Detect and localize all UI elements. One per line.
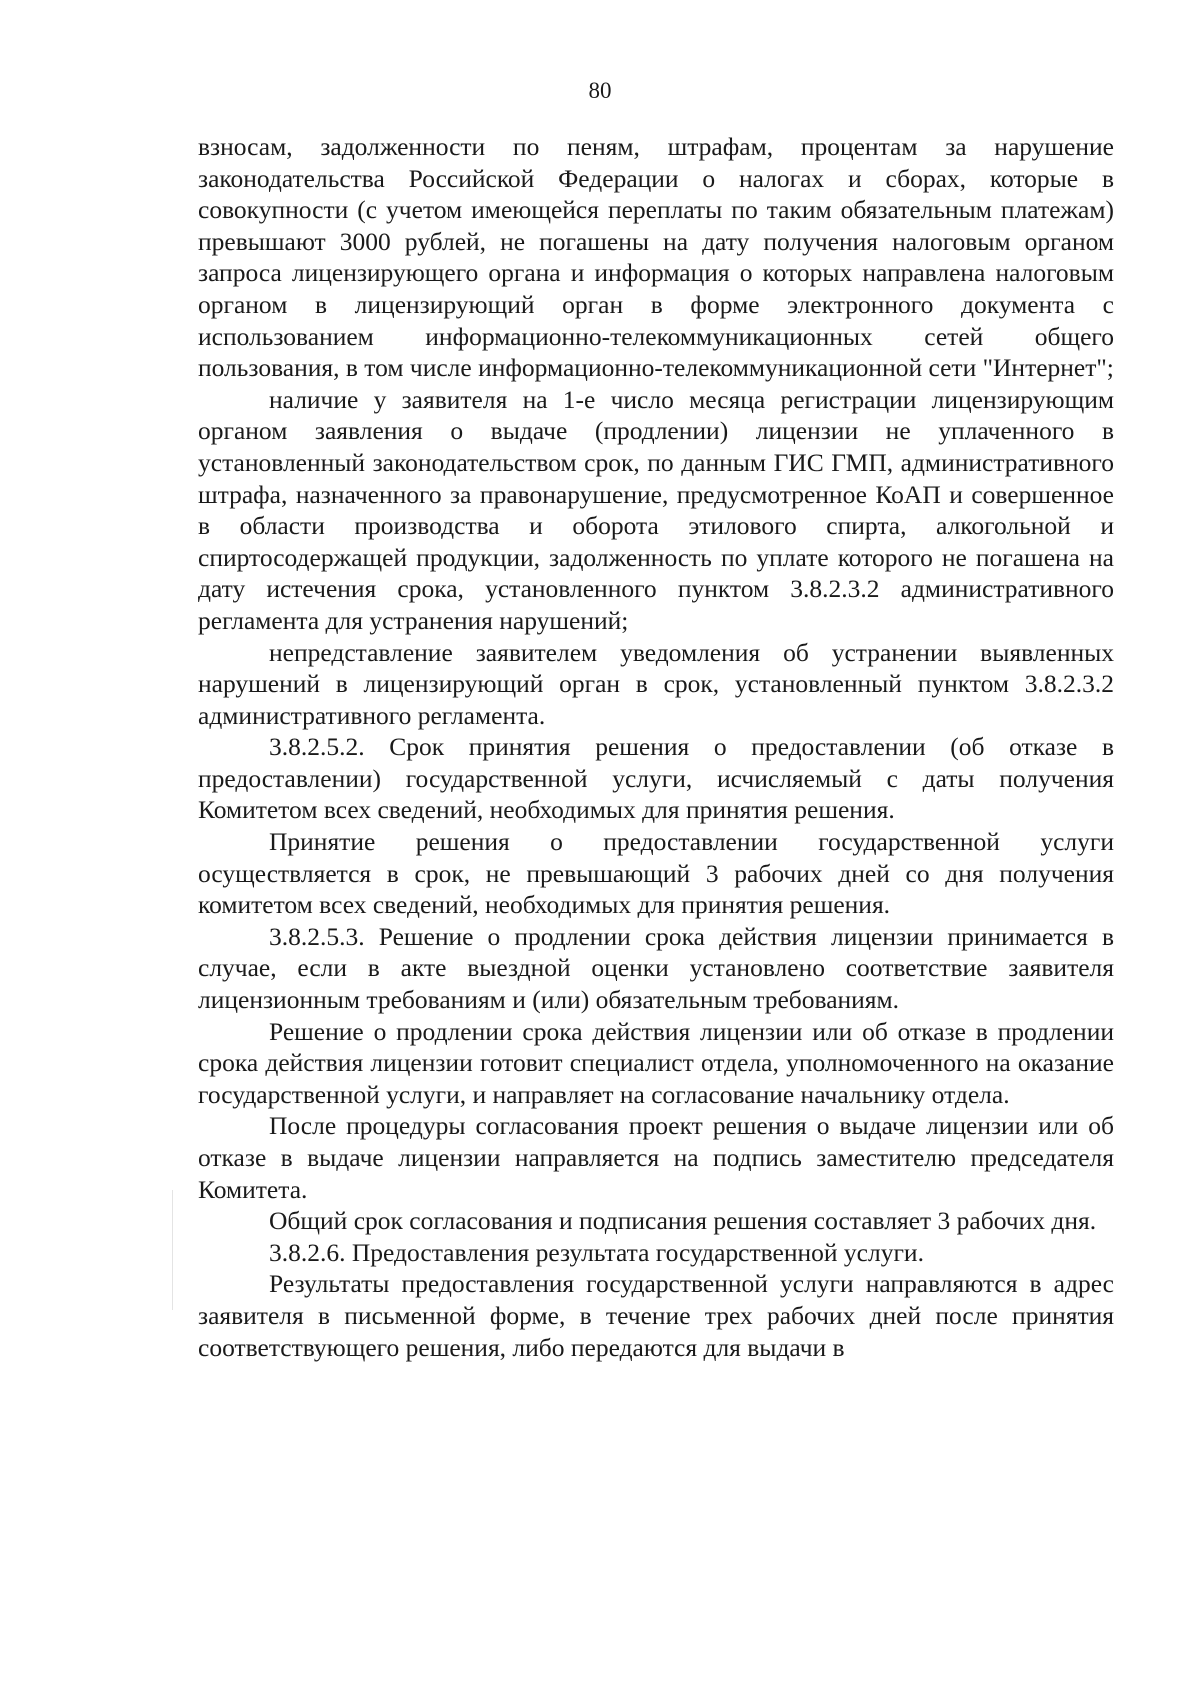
- paragraph-results-delivery: Результаты предоставления государственной услуги направляются в адрес заявителя в письменной форме, в течение трех рабочих дней после принятия соответствующего решения, либо передаются для выдачи в: [198, 1269, 1114, 1362]
- paragraph-decision-preparation: Решение о продлении срока действия лицензии или об отказе в продлении срока действия лицензии готовит специалист отдела, уполномоченного на оказание государственной услуги, и направляет на согласование начальнику отдела.: [198, 1016, 1114, 1109]
- document-body: [198, 131, 1114, 1363]
- page-number: 80: [588, 78, 612, 103]
- paragraph-tax-arrears-continued: взносам, задолженности по пеням, штрафам, процентам за нарушение законодательства Российской Федерации о налогах и сборах, которые в совокупности (с учетом имеющейся переплаты по таким обязательным платежам) превышают 3000 рублей, не погашены на дату получения налоговым органом запроса лицензирующего органа и информация о которых направлена налоговым органом в лицензирующий орган в форме электронного документа с использованием информационно-телекоммуникационных сетей общего пользования, в том числе информационно-телекоммуникационной сети "Интернет";: [198, 132, 1114, 383]
- paragraph-decision-term: Принятие решения о предоставлении государственной услуги осуществляется в срок, не превышающий 3 рабочих дней со дня получения комитетом всех сведений, необходимых для принятия решения.: [198, 827, 1114, 920]
- paragraph-3-8-2-6: 3.8.2.6. Предоставления результата государственной услуги.: [269, 1237, 924, 1267]
- paragraph-approval-term: Общий срок согласования и подписания решения составляет 3 рабочих дня.: [269, 1206, 1097, 1236]
- paragraph-approval-procedure: После процедуры согласования проект решения о выдаче лицензии или об отказе в выдаче лицензии направляется на подпись заместителю председателя Комитета.: [198, 1111, 1114, 1204]
- paragraph-3-8-2-5-3: 3.8.2.5.3. Решение о продлении срока действия лицензии принимается в случае, если в акте выездной оценки установлено соответствие заявителя лицензионным требованиям и (или) обязательным требованиям.: [198, 921, 1114, 1015]
- scan-margin-mark: [172, 1190, 173, 1310]
- paragraph-3-8-2-5-2: 3.8.2.5.2. Срок принятия решения о предоставлении (об отказе в предоставлении) государственной услуги, исчисляемый с даты получения Комитетом всех сведений, необходимых для принятия решения.: [198, 732, 1114, 825]
- paragraph-no-notification: непредставление заявителем уведомления об устранении выявленных нарушений в лицензирующий орган в срок, установленный пунктом 3.8.2.3.2 административного регламента.: [198, 637, 1114, 730]
- paragraph-unpaid-fine: наличие у заявителя на 1-е число месяца регистрации лицензирующим органом заявления о выдаче (продлении) лицензии не уплаченного в установленный законодательством срок, по данным ГИС ГМП, административного штрафа, назначенного за правонарушение, предусмотренное КоАП и совершенное в области производства и оборота этилового спирта, алкогольной и спиртосодержащей продукции, задолженность по уплате которого не погашена на дату истечения срока, установленного пунктом 3.8.2.3.2 административного регламента для устранения нарушений;: [198, 384, 1114, 635]
